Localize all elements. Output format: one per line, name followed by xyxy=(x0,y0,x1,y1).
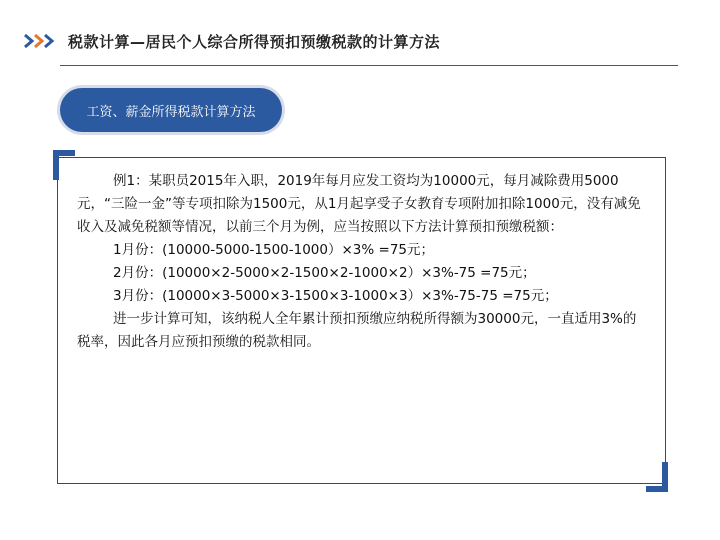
title-divider xyxy=(60,65,678,66)
section-label-pill: 工资、薪金所得税款计算方法 xyxy=(60,88,282,132)
page-title: 税款计算—居民个人综合所得预扣预缴税款的计算方法 xyxy=(68,32,441,51)
paragraph-month-1: 1月份：(10000-5000-1500-1000）×3% =75元； xyxy=(113,242,434,258)
chevron-right-icon xyxy=(42,33,56,49)
card-corner-accent xyxy=(53,150,75,156)
slide-header xyxy=(22,28,440,54)
paragraph-month-3: 3月份：(10000×3-5000×3-1500×3-1000×3）×3%-75-75 =75元； xyxy=(113,288,558,304)
card-corner-accent xyxy=(646,486,668,492)
paragraph-month-2: 2月份：(10000×2-5000×2-1500×2-1000×2）×3%-75 =75元； xyxy=(113,265,536,281)
example-text xyxy=(77,170,649,354)
paragraph-example-intro: 例1：某职员2015年入职，2019年每月应发工资均为10000元，每月减除费用5000元，“三险一金”等专项扣除为1500元，从1月起享受子女教育专项附加扣除1000元，没有减免收入及减免税额等情况，以前三个月为例，应当按照以下方法计算预扣预缴税额： xyxy=(77,173,641,235)
chevron-arrows-icon xyxy=(22,31,60,51)
paragraph-conclusion: 进一步计算可知，该纳税人全年累计预扣预缴应纳税所得额为30000元，一直适用3%的税率，因此各月应预扣预缴的税款相同。 xyxy=(77,311,637,350)
